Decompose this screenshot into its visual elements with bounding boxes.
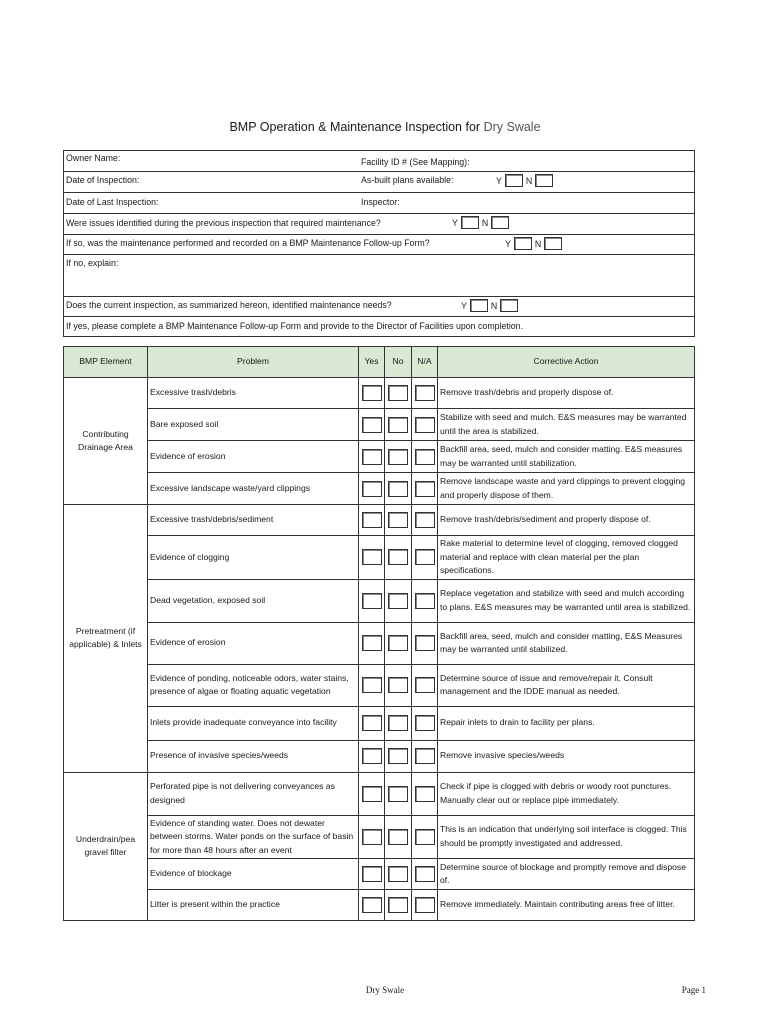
date-last-label: Date of Last Inspection: (66, 197, 159, 207)
yes-cell (359, 664, 385, 706)
na-cell (412, 409, 438, 441)
header-row-explain (64, 255, 694, 297)
na-cell (412, 536, 438, 580)
na-cell (412, 622, 438, 664)
table-row (64, 706, 695, 740)
bmp-element-cell: Underdrain/pea gravel filter (64, 772, 148, 921)
no-cell (385, 890, 412, 921)
problem-cell: Evidence of blockage (148, 859, 359, 890)
corrective-action-cell: Stabilize with seed and mulch. E&S measures may be warranted until the area is stabilized. (438, 409, 695, 441)
table-row (64, 409, 695, 441)
corrective-action-cell: Repair inlets to drain to facility per plans. (438, 706, 695, 740)
na-cell (412, 815, 438, 859)
header-row-current (64, 297, 694, 317)
yes-cell (359, 473, 385, 505)
corrective-action-cell: Remove immediately. Maintain contributing areas free of litter. (438, 890, 695, 921)
yes-checkbox[interactable] (362, 829, 382, 845)
yes-cell (359, 622, 385, 664)
yes-label: Y (461, 300, 467, 311)
no-cell (385, 505, 412, 536)
problem-cell: Dead vegetation, exposed soil (148, 579, 359, 622)
problem-cell: Evidence of erosion (148, 441, 359, 473)
asbuilt-no-checkbox[interactable] (535, 174, 553, 187)
yes-checkbox[interactable] (362, 593, 382, 609)
no-cell (385, 536, 412, 580)
yes-label: Y (496, 175, 502, 186)
table-body (64, 378, 695, 921)
yes-cell (359, 409, 385, 441)
no-checkbox[interactable] (388, 481, 408, 497)
yes-cell (359, 859, 385, 890)
yes-cell (359, 536, 385, 580)
no-label: N (525, 175, 533, 186)
no-checkbox[interactable] (388, 866, 408, 882)
col-problem: Problem (148, 347, 359, 378)
problem-cell: Presence of invasive species/weeds (148, 740, 359, 772)
problem-cell: Evidence of erosion (148, 622, 359, 664)
corrective-action-cell: Rake material to determine level of clogging, removed clogged material and replace with clean material per the plan specifications. (438, 536, 695, 580)
header-row-ifyes (64, 317, 694, 337)
yes-checkbox[interactable] (362, 512, 382, 528)
col-no: No (385, 347, 412, 378)
problem-cell: Excessive trash/debris (148, 378, 359, 409)
corrective-action-cell: Remove trash/debris/sediment and properly dispose of. (438, 505, 695, 536)
corrective-action-cell: Remove trash/debris and properly dispose of. (438, 378, 695, 409)
issues-no-checkbox[interactable] (491, 216, 509, 229)
no-cell (385, 815, 412, 859)
yes-cell (359, 579, 385, 622)
na-checkbox[interactable] (415, 635, 435, 651)
no-checkbox[interactable] (388, 748, 408, 764)
header-row-issues (64, 214, 694, 235)
yes-cell (359, 815, 385, 859)
yes-checkbox[interactable] (362, 677, 382, 693)
na-checkbox[interactable] (415, 866, 435, 882)
yes-checkbox[interactable] (362, 635, 382, 651)
na-cell (412, 505, 438, 536)
corrective-action-cell: Remove landscape waste and yard clippings to prevent clogging and properly dispose of them. (438, 473, 695, 505)
yes-cell (359, 441, 385, 473)
yes-checkbox[interactable] (362, 786, 382, 802)
issues-yn (452, 216, 512, 229)
table-row (64, 815, 695, 859)
no-cell (385, 772, 412, 815)
table-row (64, 740, 695, 772)
problem-cell: Inlets provide inadequate conveyance into facility (148, 706, 359, 740)
yes-checkbox[interactable] (362, 748, 382, 764)
table-row (64, 622, 695, 664)
no-label: N (534, 238, 542, 249)
yes-cell (359, 706, 385, 740)
table-row (64, 859, 695, 890)
no-cell (385, 740, 412, 772)
owner-name-label: Owner Name: (66, 153, 121, 163)
issues-prev-label: Were issues identified during the previous inspection that required maintenance? (66, 218, 381, 228)
corrective-action-cell: Determine source of issue and remove/repair it. Consult management and the IDDE manual as needed. (438, 664, 695, 706)
na-cell (412, 859, 438, 890)
na-checkbox[interactable] (415, 677, 435, 693)
footer-doc-name: Dry Swale (365, 985, 405, 995)
yes-checkbox[interactable] (362, 481, 382, 497)
table-header-row (64, 347, 695, 378)
problem-cell: Bare exposed soil (148, 409, 359, 441)
no-cell (385, 622, 412, 664)
na-cell (412, 772, 438, 815)
no-checkbox[interactable] (388, 897, 408, 913)
na-cell (412, 579, 438, 622)
na-checkbox[interactable] (415, 829, 435, 845)
header-row-owner (64, 151, 694, 172)
col-element: BMP Element (64, 347, 148, 378)
problem-cell: Perforated pipe is not delivering conveyances as designed (148, 772, 359, 815)
na-checkbox[interactable] (415, 715, 435, 731)
table-row (64, 772, 695, 815)
inspector-label: Inspector: (361, 197, 400, 207)
problem-cell: Litter is present within the practice (148, 890, 359, 921)
maint-no-checkbox[interactable] (544, 237, 562, 250)
date-inspection-label: Date of Inspection: (66, 175, 140, 185)
col-na: N/A (412, 347, 438, 378)
na-checkbox[interactable] (415, 897, 435, 913)
maint-performed-label: If so, was the maintenance performed and recorded on a BMP Maintenance Follow-up Form? (66, 238, 430, 248)
na-checkbox[interactable] (415, 417, 435, 433)
yes-checkbox[interactable] (362, 897, 382, 913)
yes-cell (359, 772, 385, 815)
no-checkbox[interactable] (388, 786, 408, 802)
no-checkbox[interactable] (388, 635, 408, 651)
na-cell (412, 740, 438, 772)
issues-yes-checkbox[interactable] (461, 216, 479, 229)
maint-yn (505, 237, 565, 250)
yes-cell (359, 505, 385, 536)
no-checkbox[interactable] (388, 385, 408, 401)
no-cell (385, 579, 412, 622)
asbuilt-yn (496, 174, 556, 187)
yes-checkbox[interactable] (362, 385, 382, 401)
no-cell (385, 473, 412, 505)
col-action: Corrective Action (438, 347, 695, 378)
no-checkbox[interactable] (388, 593, 408, 609)
inspection-table (63, 346, 695, 921)
na-checkbox[interactable] (415, 512, 435, 528)
na-cell (412, 378, 438, 409)
no-label: N (481, 217, 489, 228)
na-cell (412, 890, 438, 921)
no-checkbox[interactable] (388, 417, 408, 433)
if-no-label: If no, explain: (66, 258, 119, 268)
current-yn (461, 299, 521, 312)
na-cell (412, 664, 438, 706)
no-cell (385, 441, 412, 473)
header-row-last (64, 193, 694, 214)
corrective-action-cell: This is an indication that underlying soil interface is clogged. This should be promptly investigated and addressed. (438, 815, 695, 859)
no-label: N (490, 300, 498, 311)
title-main: BMP Operation & Maintenance Inspection for (229, 120, 481, 134)
yes-cell (359, 890, 385, 921)
current-needs-label: Does the current inspection, as summarized hereon, identified maintenance needs? (66, 300, 392, 310)
no-cell (385, 378, 412, 409)
header-row-maint (64, 235, 694, 255)
na-cell (412, 706, 438, 740)
problem-cell: Excessive trash/debris/sediment (148, 505, 359, 536)
maint-yes-checkbox[interactable] (514, 237, 532, 250)
yes-label: Y (505, 238, 511, 249)
bmp-element-cell: Pretreatment (if applicable) & Inlets (64, 505, 148, 773)
table-row (64, 505, 695, 536)
yes-checkbox[interactable] (362, 549, 382, 565)
yes-checkbox[interactable] (362, 417, 382, 433)
yes-checkbox[interactable] (362, 715, 382, 731)
if-yes-label: If yes, please complete a BMP Maintenance Follow-up Form and provide to the Director of Facilities upon completion. (66, 321, 524, 331)
corrective-action-cell: Check if pipe is clogged with debris or woody root punctures. Manually clear out or replace pipe immediately. (438, 772, 695, 815)
bmp-element-cell: Contributing Drainage Area (64, 378, 148, 505)
col-yes: Yes (359, 347, 385, 378)
na-cell (412, 473, 438, 505)
no-cell (385, 859, 412, 890)
na-checkbox[interactable] (415, 449, 435, 465)
yes-checkbox[interactable] (362, 449, 382, 465)
table-row (64, 378, 695, 409)
header-row-date (64, 172, 694, 193)
problem-cell: Evidence of clogging (148, 536, 359, 580)
corrective-action-cell: Remove invasive species/weeds (438, 740, 695, 772)
table-row (64, 664, 695, 706)
no-checkbox[interactable] (388, 829, 408, 845)
current-no-checkbox[interactable] (500, 299, 518, 312)
na-checkbox[interactable] (415, 549, 435, 565)
no-cell (385, 706, 412, 740)
table-row (64, 579, 695, 622)
no-checkbox[interactable] (388, 512, 408, 528)
asbuilt-yes-checkbox[interactable] (505, 174, 523, 187)
na-checkbox[interactable] (415, 481, 435, 497)
no-checkbox[interactable] (388, 549, 408, 565)
corrective-action-cell: Backfill area, seed, mulch and consider matting. E&S measures may be warranted until stabilization. (438, 441, 695, 473)
yes-cell (359, 740, 385, 772)
na-checkbox[interactable] (415, 786, 435, 802)
problem-cell: Evidence of ponding, noticeable odors, water stains, presence of algae or floating aquatic vegetation (148, 664, 359, 706)
footer-page: Page 1 (681, 985, 706, 995)
no-checkbox[interactable] (388, 677, 408, 693)
problem-cell: Evidence of standing water. Does not dewater between storms. Water ponds on the surface of basin for more than 48 hours after an event (148, 815, 359, 859)
no-checkbox[interactable] (388, 449, 408, 465)
yes-label: Y (452, 217, 458, 228)
corrective-action-cell: Backfill area, seed, mulch and consider matting, E&S Measures may be warranted until stabilized. (438, 622, 695, 664)
na-cell (412, 441, 438, 473)
no-checkbox[interactable] (388, 715, 408, 731)
corrective-action-cell: Determine source of blockage and promptly remove and dispose of. (438, 859, 695, 890)
corrective-action-cell: Replace vegetation and stabilize with seed and mulch according to plans. E&S measures may be warranted until area is stabilized. (438, 579, 695, 622)
table-row (64, 536, 695, 580)
table-row (64, 890, 695, 921)
facility-id-label: Facility ID # (See Mapping): (361, 157, 470, 167)
na-checkbox[interactable] (415, 385, 435, 401)
no-cell (385, 664, 412, 706)
no-cell (385, 409, 412, 441)
yes-cell (359, 378, 385, 409)
title-subject: Dry Swale (483, 120, 541, 134)
table-row (64, 473, 695, 505)
problem-cell: Excessive landscape waste/yard clippings (148, 473, 359, 505)
na-checkbox[interactable] (415, 748, 435, 764)
yes-checkbox[interactable] (362, 866, 382, 882)
table-row (64, 441, 695, 473)
na-checkbox[interactable] (415, 593, 435, 609)
asbuilt-label: As-built plans available: (361, 175, 454, 185)
header-section (63, 150, 695, 337)
page-title (0, 120, 770, 134)
current-yes-checkbox[interactable] (470, 299, 488, 312)
